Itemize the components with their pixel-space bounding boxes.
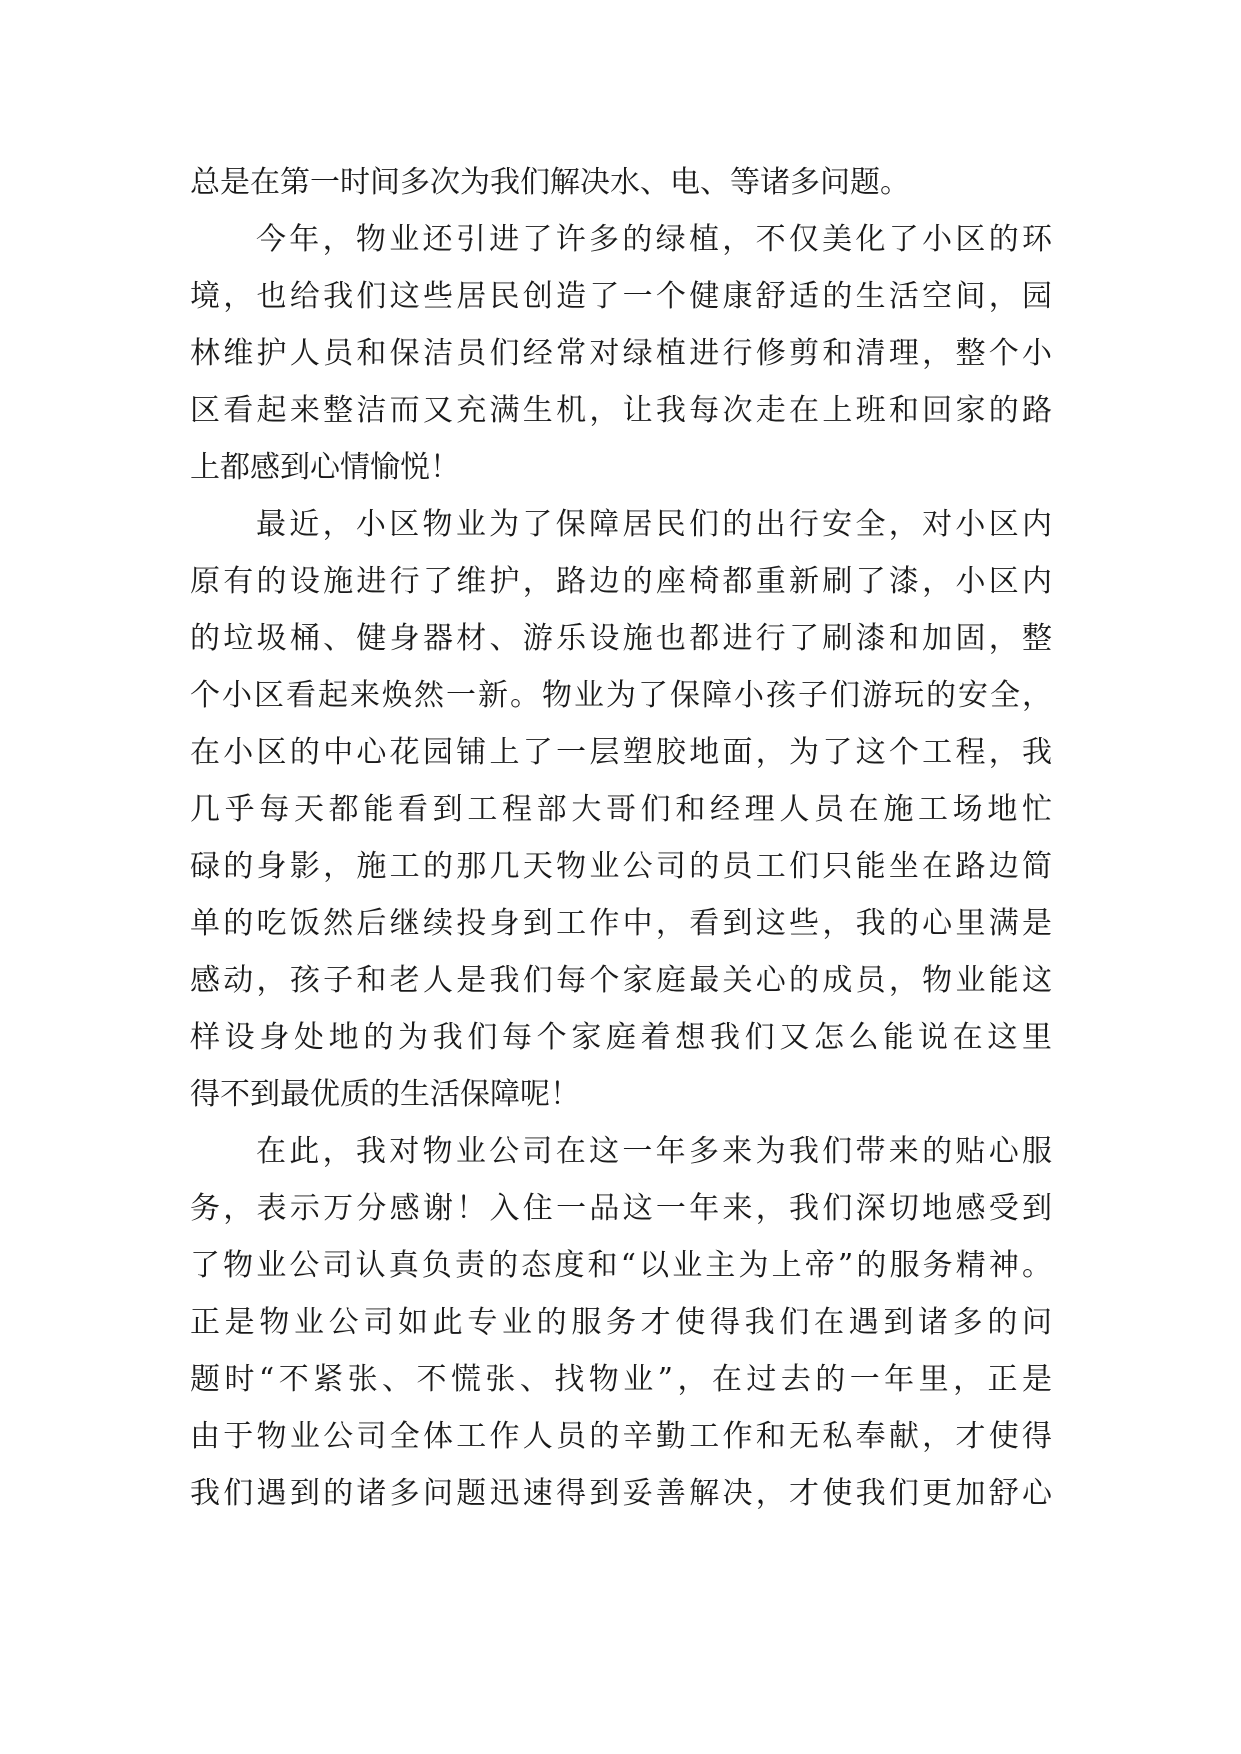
- text-line: 的垃圾桶、健身器材、游乐设施也都进行了刷漆和加固，整: [190, 621, 1052, 656]
- text-line: 正是物业公司如此专业的服务才使得我们在遇到诸多的问: [190, 1305, 1052, 1340]
- text-line: 林维护人员和保洁员们经常对绿植进行修剪和清理，整个小: [190, 336, 1052, 371]
- body-text: [190, 154, 1052, 1522]
- text-line: 区看起来整洁而又充满生机，让我每次走在上班和回家的路: [190, 393, 1052, 428]
- text-line: 得不到最优质的生活保障呢！: [190, 1077, 580, 1112]
- text-line: 碌的身影，施工的那几天物业公司的员工们只能坐在路边简: [190, 849, 1052, 884]
- text-line: 今年，物业还引进了许多的绿植，不仅美化了小区的环: [256, 222, 1052, 257]
- text-line: 在小区的中心花园铺上了一层塑胶地面，为了这个工程，我: [190, 735, 1052, 770]
- text-line: 境，也给我们这些居民创造了一个健康舒适的生活空间，园: [190, 279, 1052, 314]
- text-line: 样设身处地的为我们每个家庭着想我们又怎么能说在这里: [190, 1020, 1052, 1055]
- text-line: 几乎每天都能看到工程部大哥们和经理人员在施工场地忙: [190, 792, 1052, 827]
- text-line: 由于物业公司全体工作人员的辛勤工作和无私奉献，才使得: [190, 1419, 1052, 1454]
- text-line: 单的吃饭然后继续投身到工作中，看到这些，我的心里满是: [190, 906, 1052, 941]
- text-line: 原有的设施进行了维护，路边的座椅都重新刷了漆，小区内: [190, 564, 1052, 599]
- text-line: 务，表示万分感谢！入住一品这一年来，我们深切地感受到: [190, 1191, 1052, 1226]
- text-line: 上都感到心情愉悦！: [190, 450, 460, 485]
- text-line: 题时“不紧张、不慌张、找物业”，在过去的一年里，正是: [190, 1362, 1052, 1397]
- text-line: 感动，孩子和老人是我们每个家庭最关心的成员，物业能这: [190, 963, 1052, 998]
- text-line: 总是在第一时间多次为我们解决水、电、等诸多问题。: [190, 165, 910, 200]
- text-line: 在此，我对物业公司在这一年多来为我们带来的贴心服: [256, 1134, 1052, 1169]
- text-line: 我们遇到的诸多问题迅速得到妥善解决，才使我们更加舒心: [190, 1476, 1052, 1511]
- text-line: 最近，小区物业为了保障居民们的出行安全，对小区内: [256, 507, 1052, 542]
- text-line: 了物业公司认真负责的态度和“以业主为上帝”的服务精神。: [190, 1248, 1052, 1283]
- text-line: 个小区看起来焕然一新。物业为了保障小孩子们游玩的安全，: [190, 678, 1052, 713]
